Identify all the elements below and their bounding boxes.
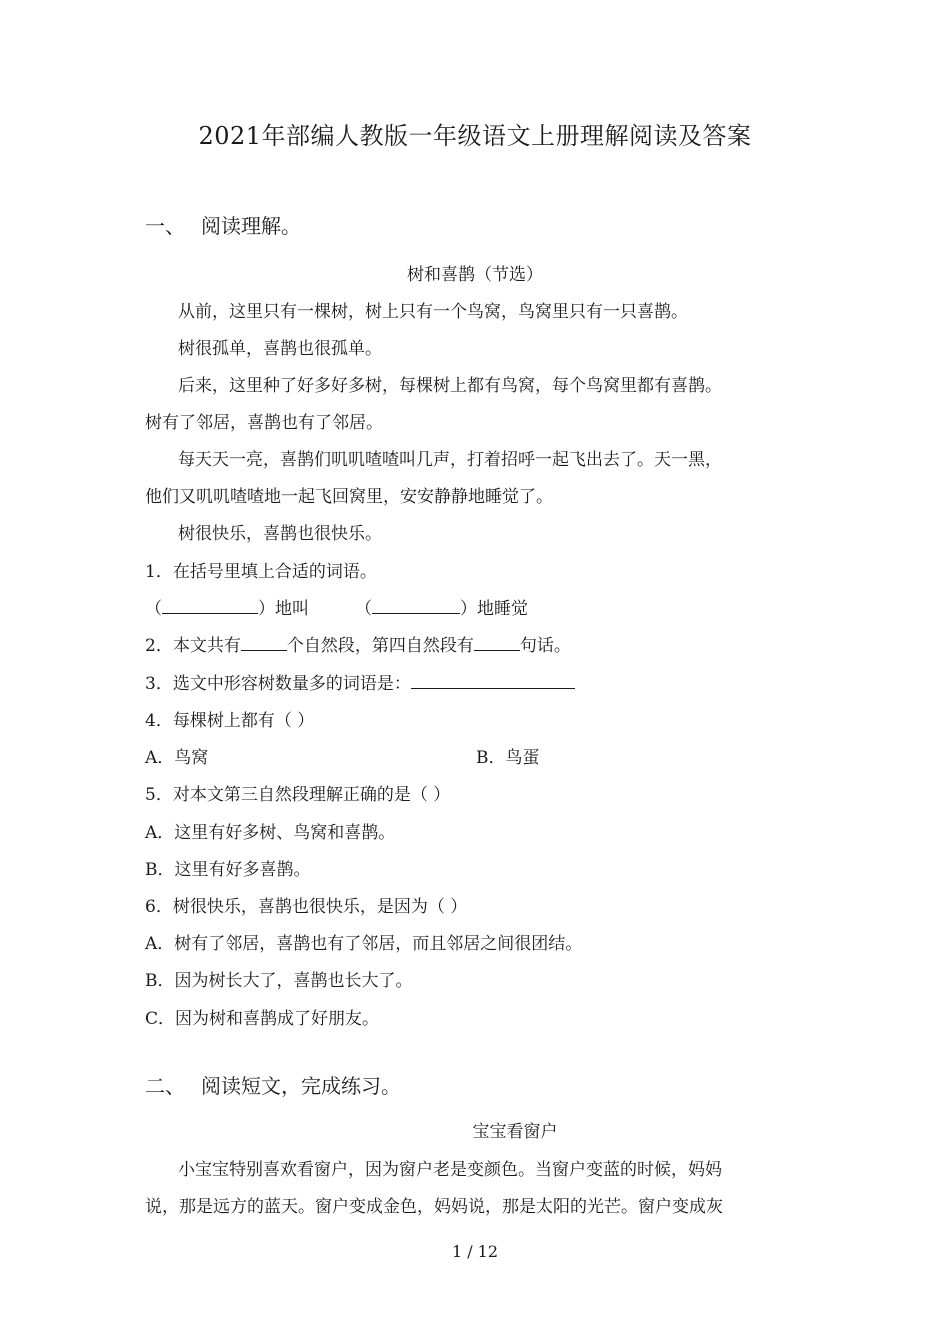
section-1-heading-text: 阅读理解。 [201,214,301,238]
question-6-option-c: C．因为树和喜鹊成了好朋友。 [145,1009,380,1029]
question-6-option-b: B．因为树长大了，喜鹊也长大了。 [145,971,413,991]
question-4: 4．每棵树上都有（ ） [145,711,315,731]
question-4-option-b: B．鸟蛋 [476,748,540,768]
question-6: 6．树很快乐，喜鹊也很快乐，是因为（ ） [145,897,468,917]
section-1-heading [145,210,301,239]
section-2-heading-text: 阅读短文，完成练习。 [201,1074,401,1098]
question-2: 2．本文共有 个自然段，第四自然段有 句话。 [145,636,571,656]
passage-2-title: 宝宝看窗户 [472,1122,558,1142]
passage-2-paragraph: 小宝宝特别喜欢看窗户，因为窗户老是变颜色。当窗户变蓝的时候，妈妈 [178,1160,722,1180]
question-1: 1．在括号里填上合适的词语。 [145,562,377,582]
answer-blank[interactable] [241,634,287,651]
passage-1-paragraph: 树很快乐，喜鹊也很快乐。 [178,524,382,544]
paren-open: （ [355,599,372,619]
question-3: 3．选文中形容树数量多的词语是： [145,669,575,694]
question-6-option-a: A．树有了邻居，喜鹊也有了邻居，而且邻居之间很团结。 [145,934,583,954]
passage-1-paragraph: 树有了邻居，喜鹊也有了邻居。 [145,413,383,433]
answer-blank[interactable] [372,597,460,614]
question-5-option-b: B．这里有好多喜鹊。 [145,860,311,880]
passage-1-paragraph: 后来，这里种了好多好多树，每棵树上都有鸟窝，每个鸟窝里都有喜鹊。 [178,376,722,396]
passage-1-paragraph: 树很孤单，喜鹊也很孤单。 [178,339,382,359]
section-1-number: 一、 [145,214,185,238]
paren-open: （ [145,599,162,619]
answer-blank[interactable] [411,672,575,689]
fill-suffix-b: ）地睡觉 [460,599,528,619]
question-5-option-a: A．这里有好多树、鸟窝和喜鹊。 [145,823,396,843]
section-2-number: 二、 [145,1074,185,1098]
passage-1-paragraph: 他们又叽叽喳喳地一起飞回窝里，安安静静地睡觉了。 [145,487,553,507]
question-1-fill [145,594,528,619]
passage-1-paragraph: 从前，这里只有一棵树，树上只有一个鸟窝，鸟窝里只有一只喜鹊。 [178,302,688,322]
page-number: 1 / 12 [451,1242,499,1261]
document-title: 2021年部编人教版一年级语文上册理解阅读及答案 [198,122,752,150]
passage-2-paragraph: 说，那是远方的蓝天。窗户变成金色，妈妈说，那是太阳的光芒。窗户变成灰 [145,1197,723,1217]
passage-1-title: 树和喜鹊（节选） [407,265,543,285]
question-5: 5．对本文第三自然段理解正确的是（ ） [145,785,451,805]
question-4-option-a: A．鸟窝 [145,748,209,768]
answer-blank[interactable] [474,634,520,651]
answer-blank[interactable] [162,597,258,614]
fill-suffix-a: ）地叫 [258,599,309,619]
passage-1-paragraph: 每天天一亮，喜鹊们叽叽喳喳叫几声，打着招呼一起飞出去了。天一黑， [178,450,722,470]
section-2-heading [145,1070,401,1099]
